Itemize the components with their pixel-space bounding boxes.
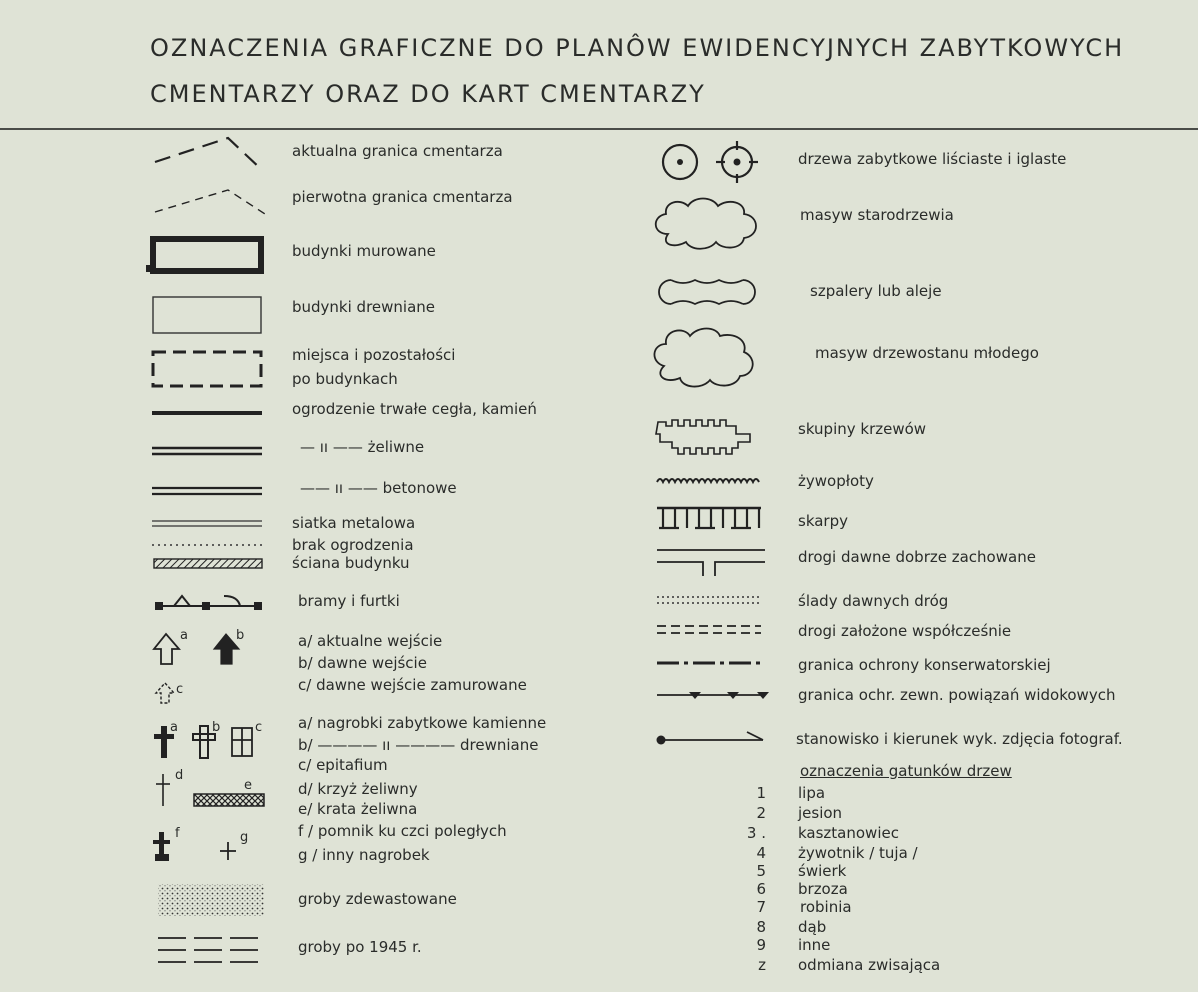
label-modern-roads: drogi założone współcześnie [798, 622, 1012, 640]
label-building-wall: ściana budynku [292, 554, 410, 572]
old-roads-icon [655, 544, 770, 578]
label-entrance-a: a/ aktualne wejście [298, 632, 443, 650]
view-protection-boundary-icon [655, 688, 770, 704]
label-original-boundary: pierwotna granica cmentarza [292, 188, 513, 206]
letter-d: d [175, 768, 184, 783]
label-gates: bramy i furtki [298, 592, 400, 610]
label-devastated-graves: groby zdewastowane [298, 890, 457, 908]
species-name: jesion [798, 804, 843, 822]
label-embankments: skarpy [798, 512, 848, 530]
label-wooden-buildings: budynki drewniane [292, 298, 436, 316]
other-tombstone-icon [218, 840, 240, 862]
species-number: 3 . [746, 824, 766, 842]
label-permanent-fence: ogrodzenie trwałe cegła, kamień [292, 400, 537, 418]
species-number: 8 [756, 918, 766, 936]
old-road-traces-icon [655, 592, 765, 608]
label-tomb-c: c/ epitafium [298, 756, 388, 774]
label-old-roads: drogi dawne dobrze zachowane [798, 548, 1036, 566]
species-number: z [758, 956, 766, 974]
label-concrete-fence: —— ıı —— betonowe [300, 479, 457, 497]
old-tree-mass-icon [650, 194, 770, 254]
label-current-boundary: aktualna granica cmentarza [292, 142, 503, 160]
photo-position-arrow-icon [655, 728, 770, 752]
label-entrance-b: b/ dawne wejście [298, 654, 427, 672]
tree-rows-icon [655, 276, 765, 310]
label-hedges: żywopłoty [798, 472, 874, 490]
devastated-graves-icon [156, 882, 268, 918]
species-name: świerk [798, 862, 847, 880]
label-no-fence: brak ogrodzenia [292, 536, 414, 554]
label-tomb-f: f / pomnik ku czci poległych [298, 822, 507, 840]
letter-nag-b: b [212, 720, 221, 735]
species-number: 9 [756, 936, 766, 954]
species-number: 4 [756, 844, 766, 862]
shrub-groups-icon [652, 414, 762, 460]
label-photo-position: stanowisko i kierunek wyk. zdjęcia fotograf. [796, 730, 1123, 748]
wooden-tombstone-icon [190, 722, 230, 762]
species-name: robinia [800, 898, 852, 916]
building-remains-icon [148, 348, 268, 390]
label-metal-mesh: siatka metalowa [292, 514, 416, 532]
embankments-icon [655, 504, 765, 534]
letter-nag-c: c [255, 720, 263, 735]
gates-icon [152, 590, 267, 616]
young-tree-mass-icon [650, 322, 760, 392]
letter-e: e [244, 778, 252, 793]
letter-g: g [240, 830, 249, 845]
letter-nag-a: a [170, 720, 178, 735]
species-number: 6 [756, 880, 766, 898]
letter-b: b [236, 628, 245, 643]
species-number: 1 [756, 784, 766, 802]
species-name: lipa [798, 784, 826, 802]
hedges-icon [655, 474, 765, 490]
concrete-fence-icon [150, 484, 265, 498]
title-line-2: CMENTARZY ORAZ DO KART CMENTARZY [150, 80, 706, 108]
masonry-building-icon [145, 235, 270, 277]
cast-iron-fence-icon [150, 444, 265, 458]
letter-f: f [175, 826, 180, 841]
label-entrance-c: c/ dawne wejście zamurowane [298, 676, 527, 694]
label-masonry-buildings: budynki murowane [292, 242, 436, 260]
letter-a: a [180, 628, 188, 643]
label-tomb-a: a/ nagrobki zabytkowe kamienne [298, 714, 547, 732]
species-name: odmiana zwisająca [798, 956, 941, 974]
label-graves-1945: groby po 1945 r. [298, 938, 422, 956]
permanent-fence-icon [150, 406, 265, 420]
label-conservation-boundary: granica ochrony konserwatorskiej [798, 656, 1051, 674]
original-boundary-icon [150, 182, 270, 222]
graves-after-1945-icon [156, 932, 266, 972]
label-young-tree-mass: masyw drzewostanu młodego [815, 344, 1039, 362]
wooden-building-icon [150, 294, 265, 336]
species-name: inne [798, 936, 831, 954]
species-number: 2 [756, 804, 766, 822]
building-wall-icon [152, 557, 267, 571]
species-name: żywotnik / tuja / [798, 844, 918, 862]
title-line-1: OZNACZENIA GRAFICZNE DO PLANÔW EWIDENCYJNYCH ZABYTKOWYCH [150, 34, 1125, 62]
tree-species-heading: oznaczenia gatunków drzew [800, 762, 1012, 780]
label-cast-iron-fence: — ıı —— żeliwne [300, 438, 425, 456]
label-old-tree-mass: masyw starodrzewia [800, 206, 954, 224]
species-name: brzoza [798, 880, 848, 898]
label-tree-rows: szpalery lub aleje [810, 282, 942, 300]
label-historic-trees: drzewa zabytkowe liściaste i iglaste [798, 150, 1067, 168]
species-name: kasztanowiec [798, 824, 899, 842]
label-tomb-b: b/ ———— ıı ———— drewniane [298, 736, 539, 754]
cast-iron-grate-icon [192, 792, 267, 810]
label-tomb-g: g / inny nagrobek [298, 846, 430, 864]
conservation-boundary-icon [655, 656, 770, 670]
label-shrub-groups: skupiny krzewów [798, 420, 927, 438]
species-name: dąb [798, 918, 827, 936]
letter-c: c [176, 682, 184, 697]
no-fence-icon [150, 541, 265, 549]
species-number: 7 [756, 898, 766, 916]
label-building-remains-2: po budynkach [292, 370, 398, 388]
label-view-protection-boundary: granica ochr. zewn. powiązań widokowych [798, 686, 1116, 704]
current-boundary-icon [150, 132, 270, 177]
label-tomb-e: e/ krata żeliwna [298, 800, 418, 818]
label-tomb-d: d/ krzyż żeliwny [298, 780, 418, 798]
metal-mesh-fence-icon [150, 518, 265, 530]
historic-trees-icon [655, 136, 770, 190]
species-number: 5 [756, 862, 766, 880]
modern-roads-icon [655, 622, 765, 638]
label-building-remains-1: miejsca i pozostałości [292, 346, 456, 364]
label-road-traces: ślady dawnych dróg [798, 592, 949, 610]
header-divider [0, 128, 1198, 130]
